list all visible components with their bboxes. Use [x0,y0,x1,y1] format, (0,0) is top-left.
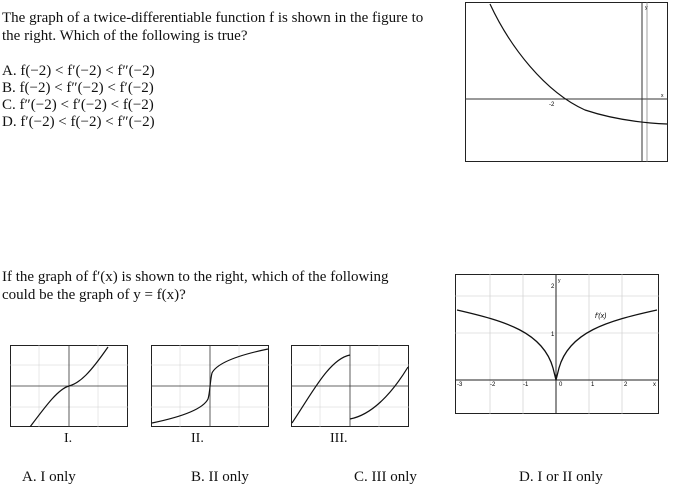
question2-text [2,268,389,304]
graph-frame [466,3,668,162]
x-tick-0: 0 [559,382,563,388]
choice-graph-2 [151,345,269,427]
graph-frame [456,275,659,414]
x-tick-1: 1 [591,382,595,388]
choice-label-2: II. [191,431,204,446]
question1-graph [465,2,668,162]
answer-a[interactable]: A. I only [22,469,76,485]
answer-b[interactable]: B. II only [191,469,249,485]
x-tick-label: -2 [549,102,555,108]
question2-line1: If the graph of f′(x) is shown to the right, which of the following [2,269,389,285]
answer-d[interactable]: D. I or II only [519,469,603,485]
x-tick-neg3: -3 [457,382,463,388]
x-axis-label: x [653,382,656,388]
question2-derivative-graph [455,274,659,414]
question1-line2: the right. Which of the following is true? [2,28,248,44]
question1-line1: The graph of a twice-differentiable function f is shown in the figure to [2,10,424,26]
x-tick-neg2: -2 [490,382,496,388]
x-axis-label: x [661,93,664,99]
choice-label-1: I. [64,431,73,446]
answer-c[interactable]: C. III only [354,469,417,485]
question1-options [2,63,155,131]
option-a[interactable]: A. f(−2) < f′(−2) < f″(−2) [2,63,155,79]
option-b[interactable]: B. f(−2) < f″(−2) < f′(−2) [2,80,154,96]
y-axis-label: y [645,5,648,11]
option-d[interactable]: D. f′(−2) < f(−2) < f″(−2) [2,114,155,130]
choice-graph-1 [10,345,128,427]
question1-text [2,9,423,45]
choice-graph-3 [291,345,409,427]
question2-line2: could be the graph of y = f(x)? [2,287,186,303]
y-axis-label: y [558,278,561,284]
y-tick-2: 2 [551,284,555,290]
x-tick-2: 2 [624,382,628,388]
option-c[interactable]: C. f″(−2) < f′(−2) < f(−2) [2,97,154,113]
curve-label: f′(x) [595,313,607,320]
y-tick-1: 1 [551,332,555,338]
x-tick-neg1: -1 [523,382,529,388]
choice-label-3: III. [330,431,348,446]
